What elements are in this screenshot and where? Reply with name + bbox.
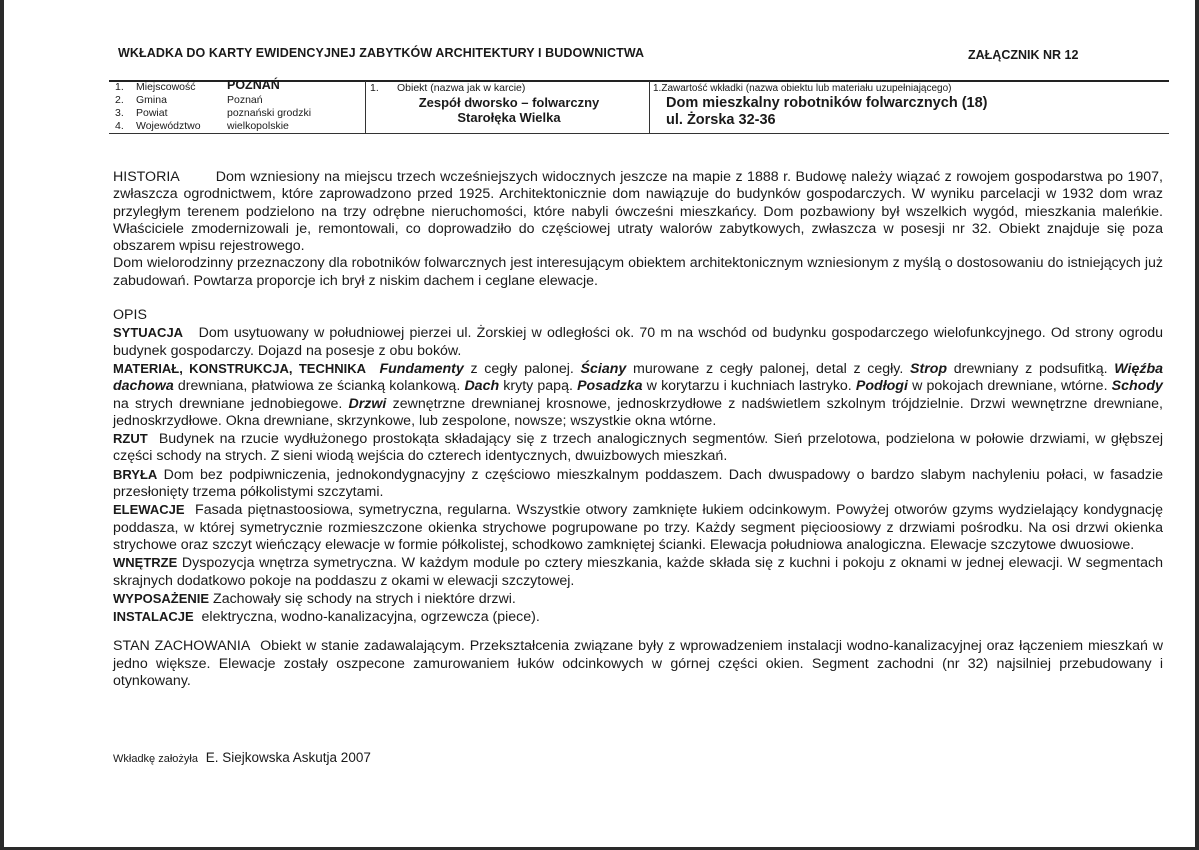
wiezba-keyword: Więźba dachowa <box>113 360 1164 395</box>
sytuacja-keyword: SYTUACJA <box>113 325 184 341</box>
instalacje-text: elektryczna, wodno-kanalizacyjna, ogrzewcza (piece). <box>201 609 540 626</box>
wnetrze-text: Dyspozycja wnętrza symetryczna. W każdym module po cztery mieszkania, każde składa się z kuchni i pokoju z oknami w jednej elewacji. W segmentach skrajnych dodatkowo pokoje na poddaszu z okami w elewacji szczytowej. <box>113 555 1163 589</box>
rzut-keyword: RZUT <box>113 431 148 447</box>
wyposazenie-text: Zachowały się schody na strych i niektóre drzwi. <box>213 590 516 607</box>
spacer <box>113 626 1163 638</box>
contents-label: 1.Zawartość wkładki (nazwa obiektu lub materiału uzupełniającego) <box>653 83 952 94</box>
dach-text: kryty papą. <box>503 378 573 395</box>
location-row-miejscowosc <box>115 78 363 93</box>
elewacje-text: Fasada piętnastoosiowa, symetryczna, regularna. Wszystkie otwory zamknięte łukiem odcinkowym. Powyżej otworów gzyms wydzielający kondygnację poddasza, w której symetrycznie rozmieszczone okienka strychowe pogrupowane po trzy. Każdy segment pięcioosiowy z drzwiami pośrodku. Na osi drzwi okienka strychowe oraz szczyt wieńczący elewacje w formie półkolistej, schodkowo zamkniętej ścianki. Elewacja południowa analogiczna. Elewacje szczytowe dwuosiowe. <box>113 502 1163 553</box>
location-row-label: Gmina <box>136 94 167 106</box>
opis-heading: OPIS <box>113 307 147 324</box>
location-row-number: 4. <box>115 120 124 132</box>
strop-keyword: Strop <box>910 360 948 377</box>
contents-name-line-1: Dom mieszkalny robotników folwarcznych (18) <box>666 95 988 111</box>
dach-keyword: Dach <box>464 378 500 395</box>
object-number: 1. <box>370 82 379 94</box>
object-name <box>370 95 648 125</box>
location-row-number: 1. <box>115 81 124 93</box>
sciany-text: murowane z cegły palonej, detal z cegły. <box>633 360 904 377</box>
object-name-line-2: Starołęka Wielka <box>457 110 561 125</box>
spacer <box>113 290 1163 307</box>
posadzka-keyword: Posadzka <box>577 378 643 395</box>
contents-name <box>666 95 988 129</box>
drzwi-text: zewnętrzne drewnianej krosnowe, jednoskrzydłowe z nadświetlem szkolnym trójdzielnie. Drzwi wewnętrzne drewniane, jednoskrzydłowe. Okna drewniane, skrzynkowe, lub zespolone, nowsze; wszystkie okna wtórne. <box>113 395 1163 429</box>
rzut-paragraph <box>113 430 1163 466</box>
document-title: WKŁADKA DO KARTY EWIDENCYJNEJ ZABYTKÓW ARCHITEKTURY I BUDOWNICTWA <box>118 46 645 60</box>
location-row-number: 2. <box>115 94 124 106</box>
header-table-divider-1 <box>365 81 366 133</box>
instalacje-keyword: INSTALACJE <box>113 609 194 625</box>
location-row-label: Powiat <box>136 107 168 119</box>
wnetrze-paragraph <box>113 554 1163 590</box>
location-row-label: Województwo <box>136 120 201 132</box>
bryla-text: Dom bez podpiwniczenia, jednokondygnacyjny z częściowo mieszkalnym poddaszem. Dach dwuspadowy o bardzo slabym nachyleniu połaci, w fasadzie przesłonięty trzema półkolistymi szczytami. <box>113 466 1163 501</box>
historia-paragraph-2: Dom wielorodzinny przeznaczony dla robotników folwarcznych jest interesującym obiektem architektonicznym wzniesionym z myślą o dostosowaniu do istniejących już zabudowań. Powtarza proporcje ich brył z niskim dachem i ceglane elewacje. <box>113 255 1163 289</box>
elewacje-paragraph <box>113 501 1163 554</box>
schody-text: na strych drewniane jednobiegowe. <box>113 395 343 412</box>
scan-edge-left <box>0 0 4 850</box>
location-row-value: Poznań <box>227 94 263 106</box>
posadzka-text: w korytarzu i kuchniach lastryko. <box>646 378 852 395</box>
sciany-keyword: Ściany <box>580 360 627 377</box>
location-row-gmina <box>115 95 363 106</box>
location-row-powiat <box>115 108 363 119</box>
sytuacja-text: Dom usytuowany w południowej pierzei ul. Żorskiej w odległości ok. 70 m na wschód od budynku gospodarczego wielofunkcyjnego. Od strony ogrodu budynek gospodarczy. Dojazd na posesje z obu boków. <box>113 325 1164 359</box>
instalacje-paragraph <box>113 608 1163 626</box>
location-row-number: 3. <box>115 107 124 119</box>
location-row-label: Miejscowość <box>136 81 196 93</box>
podlogi-text: w pokojach drewniane, wtórne. <box>912 378 1108 395</box>
fundamenty-keyword: Fundamenty <box>379 360 464 377</box>
footer-author-name: E. Siejkowska Askutja 2007 <box>205 750 371 765</box>
bryla-keyword: BRYŁA <box>113 466 158 482</box>
rzut-text: Budynek na rzucie wydłużonego prostokąta składający się z trzech analogicznych segmentów. Sień przelotowa, podzielona w połowie drzwiami, w głębszej części schody na strych. Z sieni wiodą wejścia do czterech identycznych, dwuizbowych mieszkań. <box>113 431 1163 465</box>
location-row-wojewodztwo <box>115 121 363 132</box>
historia-heading: HISTORIA <box>113 169 180 185</box>
stan-paragraph <box>113 638 1163 690</box>
material-keyword: MATERIAŁ, KONSTRUKCJA, TECHNIKA <box>113 360 367 376</box>
historia-paragraph <box>113 169 1163 255</box>
elewacje-keyword: ELEWACJE <box>113 502 185 518</box>
location-block <box>115 78 363 134</box>
annex-number: ZAŁĄCZNIK NR 12 <box>968 48 1079 62</box>
sytuacja-paragraph <box>113 324 1163 360</box>
location-row-value: POZNAŃ <box>227 78 280 92</box>
location-row-value: poznański grodzki <box>227 107 312 119</box>
wyposazenie-paragraph <box>113 590 1163 608</box>
wnetrze-keyword: WNĘTRZE <box>113 555 178 571</box>
material-paragraph <box>113 360 1163 430</box>
historia-text-1: Dom wzniesiony na miejscu trzech wcześniejszych widocznych jeszcze na mapie z 1888 r. Budowę należy wiązać z rowojem gospodarstwa po 1907, zwłaszcza ogrodnictwem, które zaprowadzono przed 1925. Architektonicznie dom nawiązuje do budynków gospodarczych. W wyniku parcelacji w 1932 dom wraz przyległym terenem podzielono na trzy odrębne nieruchomości, które nabyli ówcześni mieszkańcy. Dom pozbawiony był wszelkich wygód, mieszkania maleńkie. Właściciele zmodernizowali je, remontowali, co doprowadziło do częściowej utraty walorów zabytkowych, zwłaszcza w posesji nr 32. Obiekt znajduje się poza obszarem wpisu rejestrowego. <box>113 169 1163 255</box>
stan-heading: STAN ZACHOWANIA <box>113 638 251 655</box>
header-table-divider-2 <box>649 81 650 133</box>
contents-name-line-2: ul. Żorska 32-36 <box>666 112 776 128</box>
footer-label: Wkładkę założyła <box>113 753 198 765</box>
fundamenty-text: z cegły palonej. <box>470 360 574 377</box>
strop-text: drewniany z podsufitką. <box>953 360 1108 377</box>
footer-author <box>113 750 371 765</box>
object-label: Obiekt (nazwa jak w karcie) <box>397 82 526 94</box>
object-name-line-1: Zespół dworsko – folwarczny <box>418 95 600 110</box>
location-row-value: wielkopolskie <box>227 120 289 132</box>
wiezba-text: drewniana, płatwiowa ze ścianką kolankową. <box>177 378 461 395</box>
podlogi-keyword: Podłogi <box>855 378 908 395</box>
drzwi-keyword: Drzwi <box>348 395 387 412</box>
bryla-paragraph <box>113 466 1163 502</box>
wyposazenie-keyword: WYPOSAŻENIE <box>113 590 210 606</box>
schody-keyword: Schody <box>1111 378 1163 395</box>
scan-edge-right <box>1195 0 1199 850</box>
stan-text: Obiekt w stanie zadawalającym. Przekształcenia związane były z wprowadzeniem instalacji wodno-kanalizacyjnej oraz łączeniem mieszkań w jedno większe. Elewacje zostały oszpecone zamurowaniem łuków odcinkowych w górnej części okien. Segment zachodni (nr 32) najsilniej przebudowany i otynkowany. <box>113 638 1164 690</box>
document-body <box>113 169 1163 690</box>
